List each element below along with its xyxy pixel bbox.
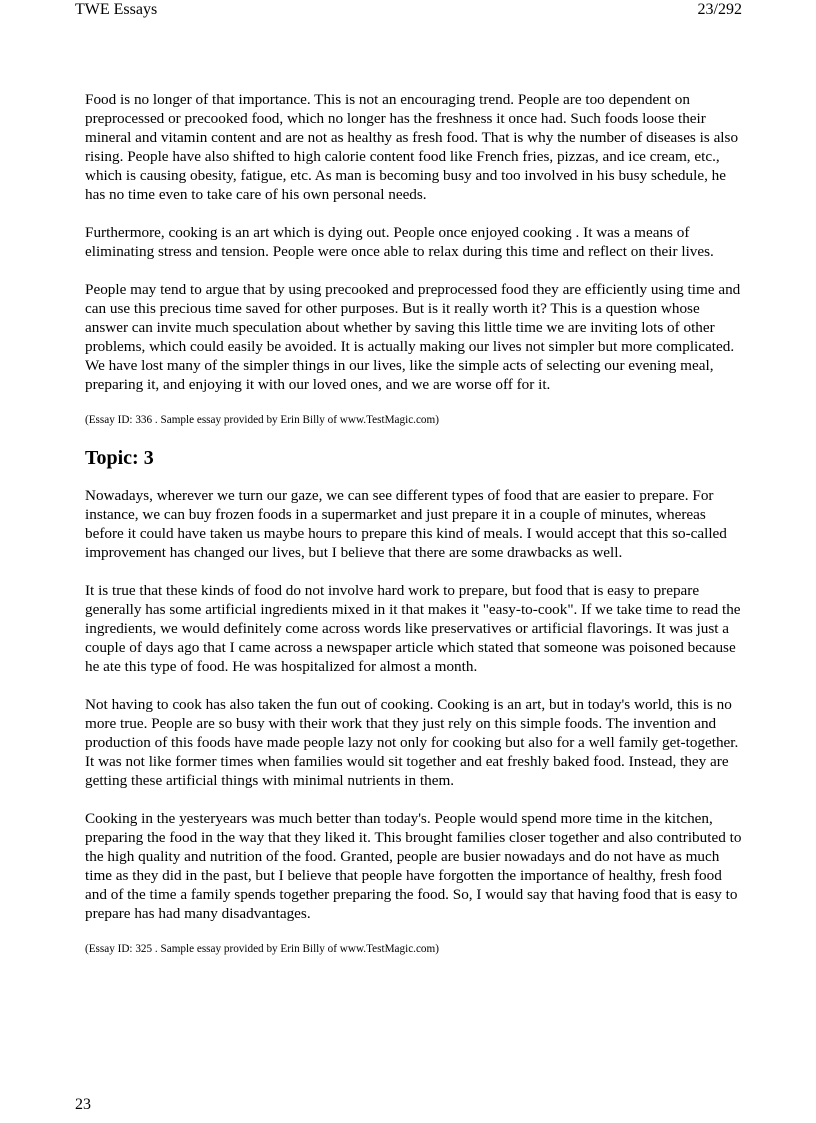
essay-paragraph: Furthermore, cooking is an art which is dying out. People once enjoyed cooking . It was a means of eliminating stress and tension. People were once able to relax during this time and reflect on their lives. xyxy=(85,224,714,260)
essay-citation: (Essay ID: 336 . Sample essay provided by Erin Billy of www.TestMagic.com) xyxy=(85,414,439,426)
header-page-counter: 23/292 xyxy=(697,1,742,18)
essay-citation: (Essay ID: 325 . Sample essay provided by Erin Billy of www.TestMagic.com) xyxy=(85,943,439,955)
essay-paragraph: Food is no longer of that importance. This is not an encouraging trend. People are too dependent on preprocessed or precooked food, which no longer has the freshness it once had. Such foods loose their mineral and vitamin content and are not as healthy as fresh food. That is why the number of diseases is also rising. People have also shifted to high calorie content food like French fries, pizzas, and ice cream, etc., which is causing obesity, fatigue, etc. As man is becoming busy and too involved in his busy schedule, he has no time even to take care of his own personal needs. xyxy=(85,91,739,203)
header-title: TWE Essays xyxy=(75,1,158,18)
essay-paragraph: People may tend to argue that by using precooked and preprocessed food they are efficiently using time and can use this precious time saved for other purposes. But is it really worth it? This is a question whose answer can invite much speculation about whether by saving this little time we are inviting lots of other problems, which could easily be avoided. It is actually making our lives not simpler but more complicated. We have lost many of the simpler things in our lives, like the simple acts of selecting our evening meal, preparing it, and enjoying it with our loved ones, and we are worse off for it. xyxy=(85,281,741,393)
essay-paragraph: Cooking in the yesteryears was much better than today's. People would spend more time in the kitchen, preparing the food in the way that they liked it. This brought families closer together and also contributed to the high quality and nutrition of the food. Granted, people are busier nowadays and do not have as much time as they did in the past, but I believe that people have forgotten the importance of healthy, fresh food and of the time a family spends together preparing the food. So, I would say that having food that is easy to prepare has had many disadvantages. xyxy=(85,810,742,922)
page-content xyxy=(85,90,745,975)
page-number: 23 xyxy=(75,1096,91,1113)
topic-heading: Topic: 3 xyxy=(85,447,154,469)
essay-paragraph: Not having to cook has also taken the fun out of cooking. Cooking is an art, but in today's world, this is no more true. People are so busy with their work that they just rely on this simple foods. The invention and production of this foods have made people lazy not only for cooking but also for a well family get-together. It was not like former times when families would sit together and eat freshly baked food. Instead, they are getting these artificial things with minimal nutrients in them. xyxy=(85,696,739,789)
essay-paragraph: Nowadays, wherever we turn our gaze, we can see different types of food that are easier to prepare. For instance, we can buy frozen foods in a supermarket and just prepare it in a couple of minutes, whereas before it could have taken us maybe hours to prepare this kind of meals. I would accept that this so-called improvement has changed our lives, but I believe that there are some drawbacks as well. xyxy=(85,487,727,561)
essay-paragraph: It is true that these kinds of food do not involve hard work to prepare, but food that is easy to prepare generally has some artificial ingredients mixed in it that makes it "easy-to-cook". If we take time to read the ingredients, we would definitely come across words like preservatives or artificial flavorings. It was just a couple of days ago that I came across a newspaper article which stated that someone was poisoned because he ate this type of food. He was hospitalized for almost a month. xyxy=(85,582,741,675)
